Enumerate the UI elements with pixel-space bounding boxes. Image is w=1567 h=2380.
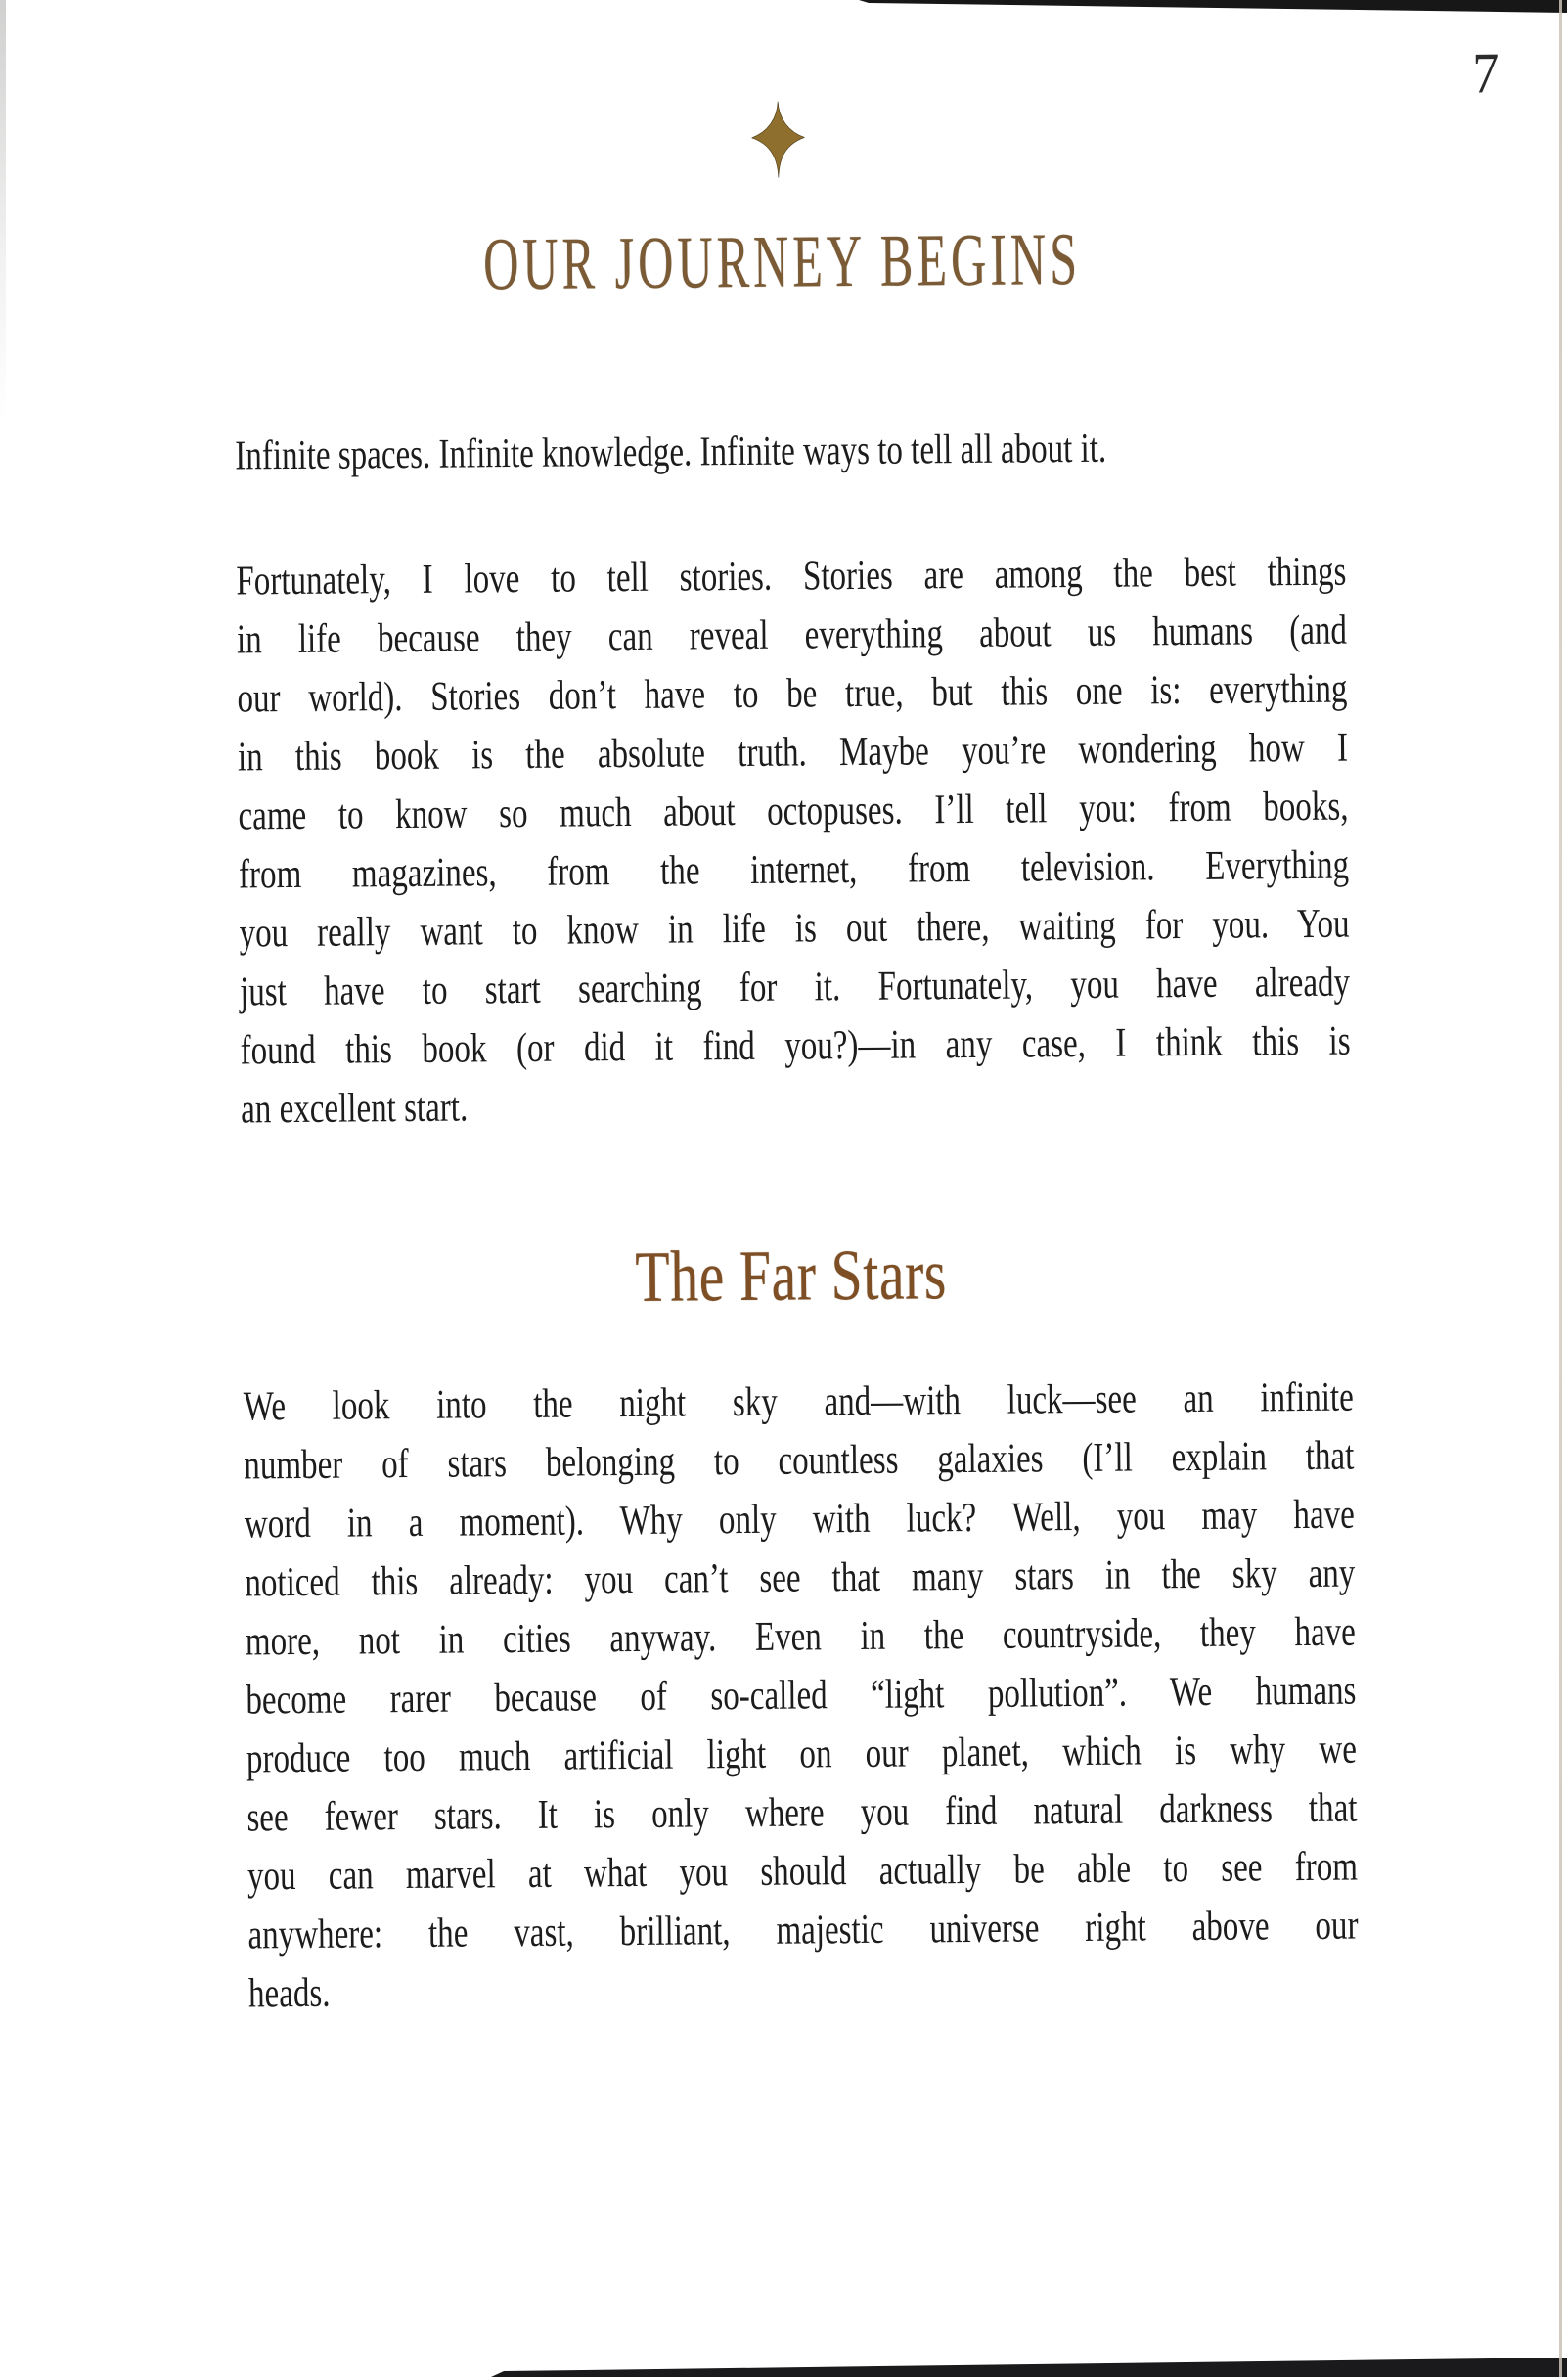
text-line: in this book is the absolute truth. Maybe you’re wondering how I	[237, 724, 1349, 781]
text-line: become rarer because of so-called “light pollution”. We humans	[246, 1667, 1357, 1724]
text-line: you really want to know in life is out there, waiting for you. You	[239, 900, 1350, 957]
text-line: noticed this already: you can’t see that many stars in the sky any	[245, 1549, 1356, 1606]
text-line: from magazines, from the internet, from television. Everything	[238, 841, 1350, 898]
text-line: heads.	[247, 1969, 331, 2017]
text-line: more, not in cities anyway. Even in the countryside, they have	[245, 1608, 1357, 1665]
text-line: produce too much artificial light on our planet, which is why we	[246, 1726, 1358, 1782]
text-line: in life because they can reveal everything about us humans (and	[236, 606, 1348, 663]
text-line: an excellent start.	[240, 1084, 469, 1133]
text-line: see fewer stars. It is only where you find natural darkness that	[246, 1784, 1358, 1841]
text-line: our world). Stories don’t have to be true, but this one is: everything	[237, 665, 1348, 722]
paragraph-far-stars	[244, 1369, 1360, 2024]
text-line: We look into the night sky and—with luck—see an infinite	[243, 1373, 1354, 1430]
paragraph-stories	[236, 543, 1351, 1140]
text-line: came to know so much about octopuses. I’ll tell you: from books,	[238, 783, 1349, 839]
four-pointed-star-icon	[751, 101, 805, 177]
text-line: number of stars belonging to countless galaxies (I’ll explain that	[244, 1432, 1355, 1489]
text-line: word in a moment). Why only with luck? Well, you may have	[244, 1491, 1356, 1548]
text-line: you can marvel at what you should actually be able to see from	[246, 1843, 1359, 1900]
text-line: Infinite spaces. Infinite knowledge. Infinite ways to tell all about it.	[235, 425, 1107, 479]
page-edge-line	[1559, 0, 1562, 2377]
section-heading: The Far Stars	[635, 1235, 948, 1318]
text-line: found this book (or did it find you?)—in any case, I think this is	[240, 1017, 1351, 1074]
paragraph-intro	[235, 418, 1345, 486]
chapter-title: OUR JOURNEY BEGINS	[482, 217, 1082, 306]
text-line: Fortunately, I love to tell stories. Stories are among the best things	[236, 548, 1347, 605]
text-line: anywhere: the vast, brilliant, majestic universe right above our	[247, 1902, 1359, 1958]
page-number: 7	[1472, 40, 1500, 106]
text-line: just have to start searching for it. Fortunately, you have already	[239, 959, 1351, 1015]
